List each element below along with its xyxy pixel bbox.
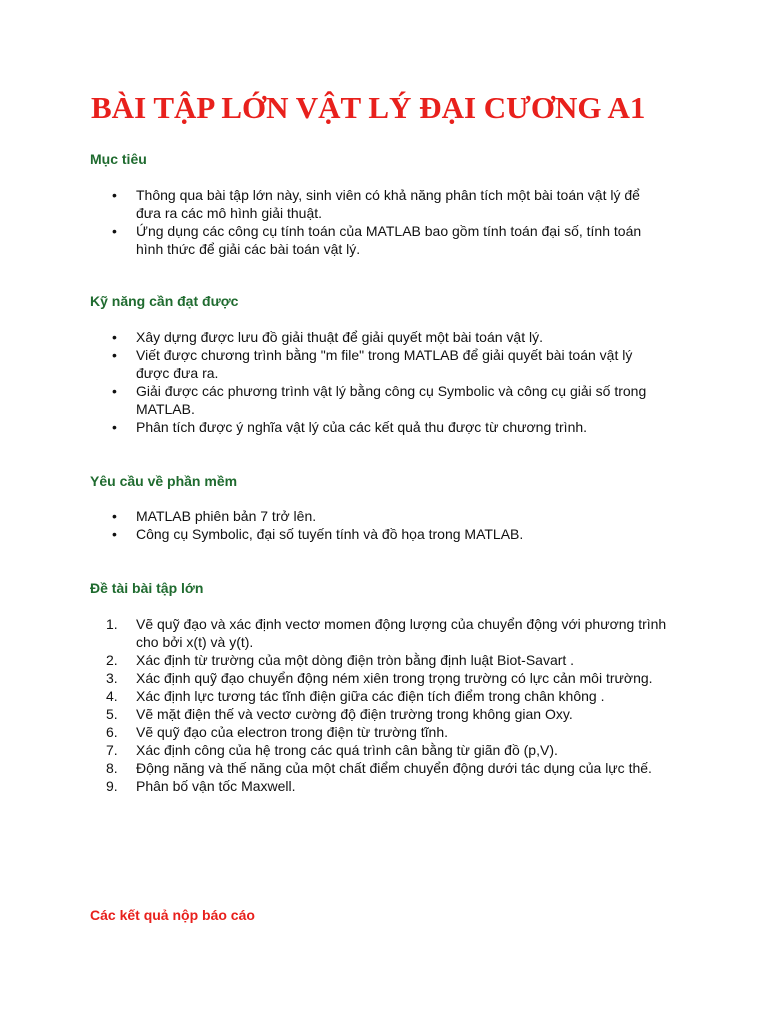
list-number: 2. — [106, 652, 118, 668]
software-list — [90, 507, 650, 543]
list-number: 7. — [106, 742, 118, 758]
list-item-text: Vẽ mặt điện thế và vectơ cường độ điện trường trong không gian Oxy. — [136, 706, 573, 722]
list-number: 8. — [106, 760, 118, 776]
list-item: • Ứng dụng các công cụ tính toán của MATLAB bao gồm tính toán đại số, tính toán hình thức để giải các bài toán vật lý. — [90, 222, 650, 258]
document-title: BÀI TẬP LỚN VẬT LÝ ĐẠI CƯƠNG A1 — [91, 90, 646, 125]
list-item-text: Xác định quỹ đạo chuyển động ném xiên trong trọng trường có lực cản môi trường. — [136, 670, 653, 686]
list-number: 6. — [106, 724, 118, 740]
list-item-text: Vẽ quỹ đạo của electron trong điện từ trường tĩnh. — [136, 724, 448, 740]
topics-list — [90, 615, 676, 795]
list-number: 1. — [106, 616, 118, 632]
list-item: • Viết được chương trình bằng "m file" trong MATLAB để giải quyết bài toán vật lý được đưa ra. — [90, 346, 650, 382]
heading-skills: Kỹ năng cần đạt được — [90, 293, 239, 309]
list-item — [90, 741, 676, 759]
list-item: • Phân tích được ý nghĩa vật lý của các kết quả thu được từ chương trình. — [90, 418, 650, 436]
list-item-text: Vẽ quỹ đạo và xác định vectơ momen động lượng của chuyển động với phương trình cho bởi x(t) và y(t). — [136, 616, 667, 650]
list-item — [90, 651, 676, 669]
heading-report-submissions: Các kết quả nộp báo cáo — [90, 907, 255, 923]
list-item: • Thông qua bài tập lớn này, sinh viên có khả năng phân tích một bài toán vật lý để đưa ra các mô hình giải thuật. — [90, 186, 650, 222]
list-item-text: Động năng và thế năng của một chất điểm chuyển động dưới tác dụng của lực thế. — [136, 760, 652, 776]
list-item-text: Xác định công của hệ trong các quá trình cân bằng từ giãn đồ (p,V). — [136, 742, 558, 758]
skills-list — [90, 328, 650, 436]
list-number: 9. — [106, 778, 118, 794]
heading-software-requirements: Yêu cầu về phần mềm — [90, 473, 238, 489]
list-item — [90, 777, 676, 795]
list-number: 3. — [106, 670, 118, 686]
list-number: 4. — [106, 688, 118, 704]
list-item — [90, 669, 676, 687]
list-item — [90, 723, 676, 741]
list-item — [90, 705, 676, 723]
list-item: • Xây dựng được lưu đồ giải thuật để giải quyết một bài toán vật lý. — [90, 328, 650, 346]
list-item: • Công cụ Symbolic, đại số tuyến tính và đồ họa trong MATLAB. — [90, 525, 650, 543]
list-item: • MATLAB phiên bản 7 trở lên. — [90, 507, 650, 525]
objectives-list — [90, 186, 650, 258]
list-item-text: Xác định từ trường của một dòng điện tròn bằng định luật Biot-Savart . — [136, 652, 575, 668]
list-item: • Giải được các phương trình vật lý bằng công cụ Symbolic và công cụ giải số trong MATLAB. — [90, 382, 650, 418]
list-item — [90, 615, 676, 651]
heading-project-topics: Đề tài bài tập lớn — [90, 580, 204, 596]
list-item — [90, 759, 676, 777]
list-item — [90, 687, 676, 705]
list-number: 5. — [106, 706, 118, 722]
heading-objectives: Mục tiêu — [90, 151, 147, 167]
list-item-text: Xác định lực tương tác tĩnh điện giữa các điện tích điểm trong chân không . — [136, 688, 605, 704]
list-item-text: Phân bố vận tốc Maxwell. — [136, 778, 296, 794]
